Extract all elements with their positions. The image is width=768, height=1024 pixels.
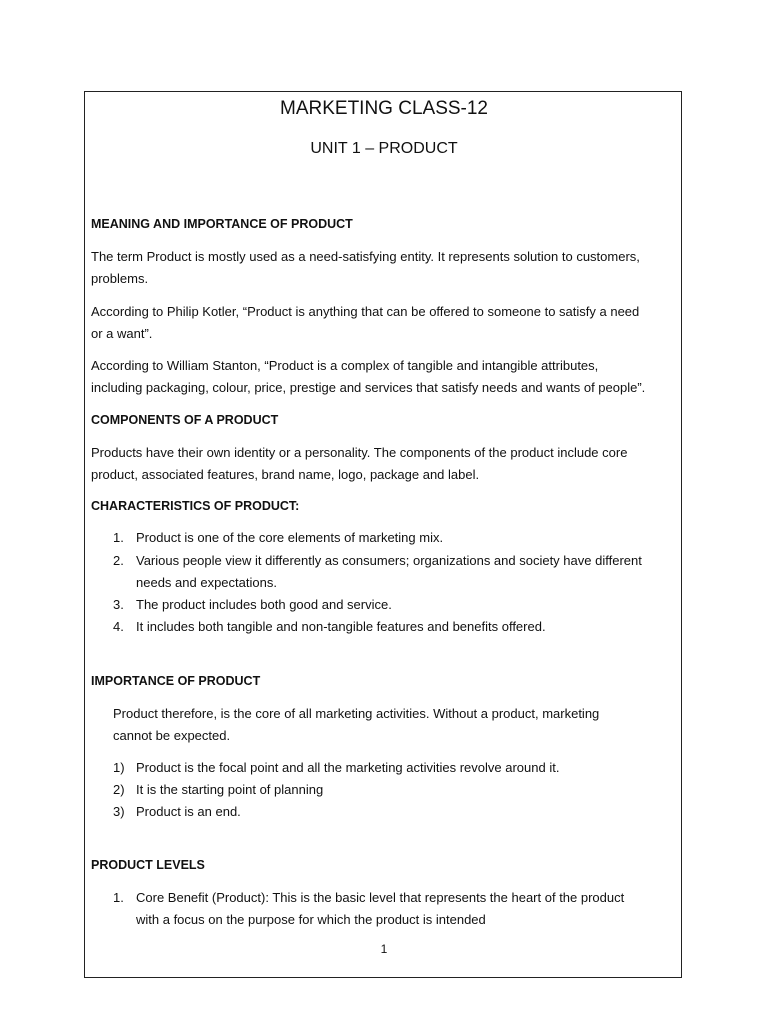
list-item-number: 2) [113,782,125,797]
section-heading-components: COMPONENTS OF A PRODUCT [91,413,279,427]
paragraph-line: or a want”. [91,326,153,341]
list-item-text: with a focus on the purpose for which the product is intended [136,912,486,927]
section-heading-meaning: MEANING AND IMPORTANCE OF PRODUCT [91,217,353,231]
list-item-number: 4. [113,619,124,634]
paragraph-line: Product therefore, is the core of all marketing activities. Without a product, marketing [113,706,600,721]
list-item-text: Product is the focal point and all the marketing activities revolve around it. [136,760,560,775]
list-item-text: Various people view it differently as consumers; organizations and society have different [136,553,642,568]
list-item-text: It includes both tangible and non-tangible features and benefits offered. [136,619,546,634]
page-frame [84,91,682,978]
list-item-number: 3) [113,804,125,819]
list-item-number: 1. [113,890,124,905]
section-heading-importance: IMPORTANCE OF PRODUCT [91,674,261,688]
list-item-text: Product is an end. [136,804,241,819]
list-item-number: 2. [113,553,124,568]
paragraph-line: cannot be expected. [113,728,231,743]
list-item-text: It is the starting point of planning [136,782,324,797]
section-heading-levels: PRODUCT LEVELS [91,858,205,872]
paragraph-line: product, associated features, brand name, logo, package and label. [91,467,480,482]
list-item-number: 1) [113,760,125,775]
paragraph-line: including packaging, colour, price, prestige and services that satisfy needs and wants of people”. [91,380,646,395]
section-heading-characteristics: CHARACTERISTICS OF PRODUCT: [91,499,300,513]
unit-title: UNIT 1 – PRODUCT [310,140,458,157]
paragraph-line: problems. [91,271,149,286]
list-item-number: 3. [113,597,124,612]
list-item-text: Product is one of the core elements of marketing mix. [136,530,444,545]
page-number: 1 [380,942,388,956]
list-item-text: The product includes both good and service. [136,597,392,612]
document-title: MARKETING CLASS-12 [280,98,488,119]
paragraph-line: Products have their own identity or a personality. The components of the product include core [91,445,628,460]
list-item-text: Core Benefit (Product): This is the basic level that represents the heart of the product [136,890,625,905]
paragraph-line: According to William Stanton, “Product is a complex of tangible and intangible attributes, [91,358,599,373]
paragraph-line: According to Philip Kotler, “Product is anything that can be offered to someone to satisfy a need [91,304,640,319]
list-item-text: needs and expectations. [136,575,277,590]
paragraph-line: The term Product is mostly used as a need-satisfying entity. It represents solution to customers, [91,249,640,264]
list-item-number: 1. [113,530,124,545]
